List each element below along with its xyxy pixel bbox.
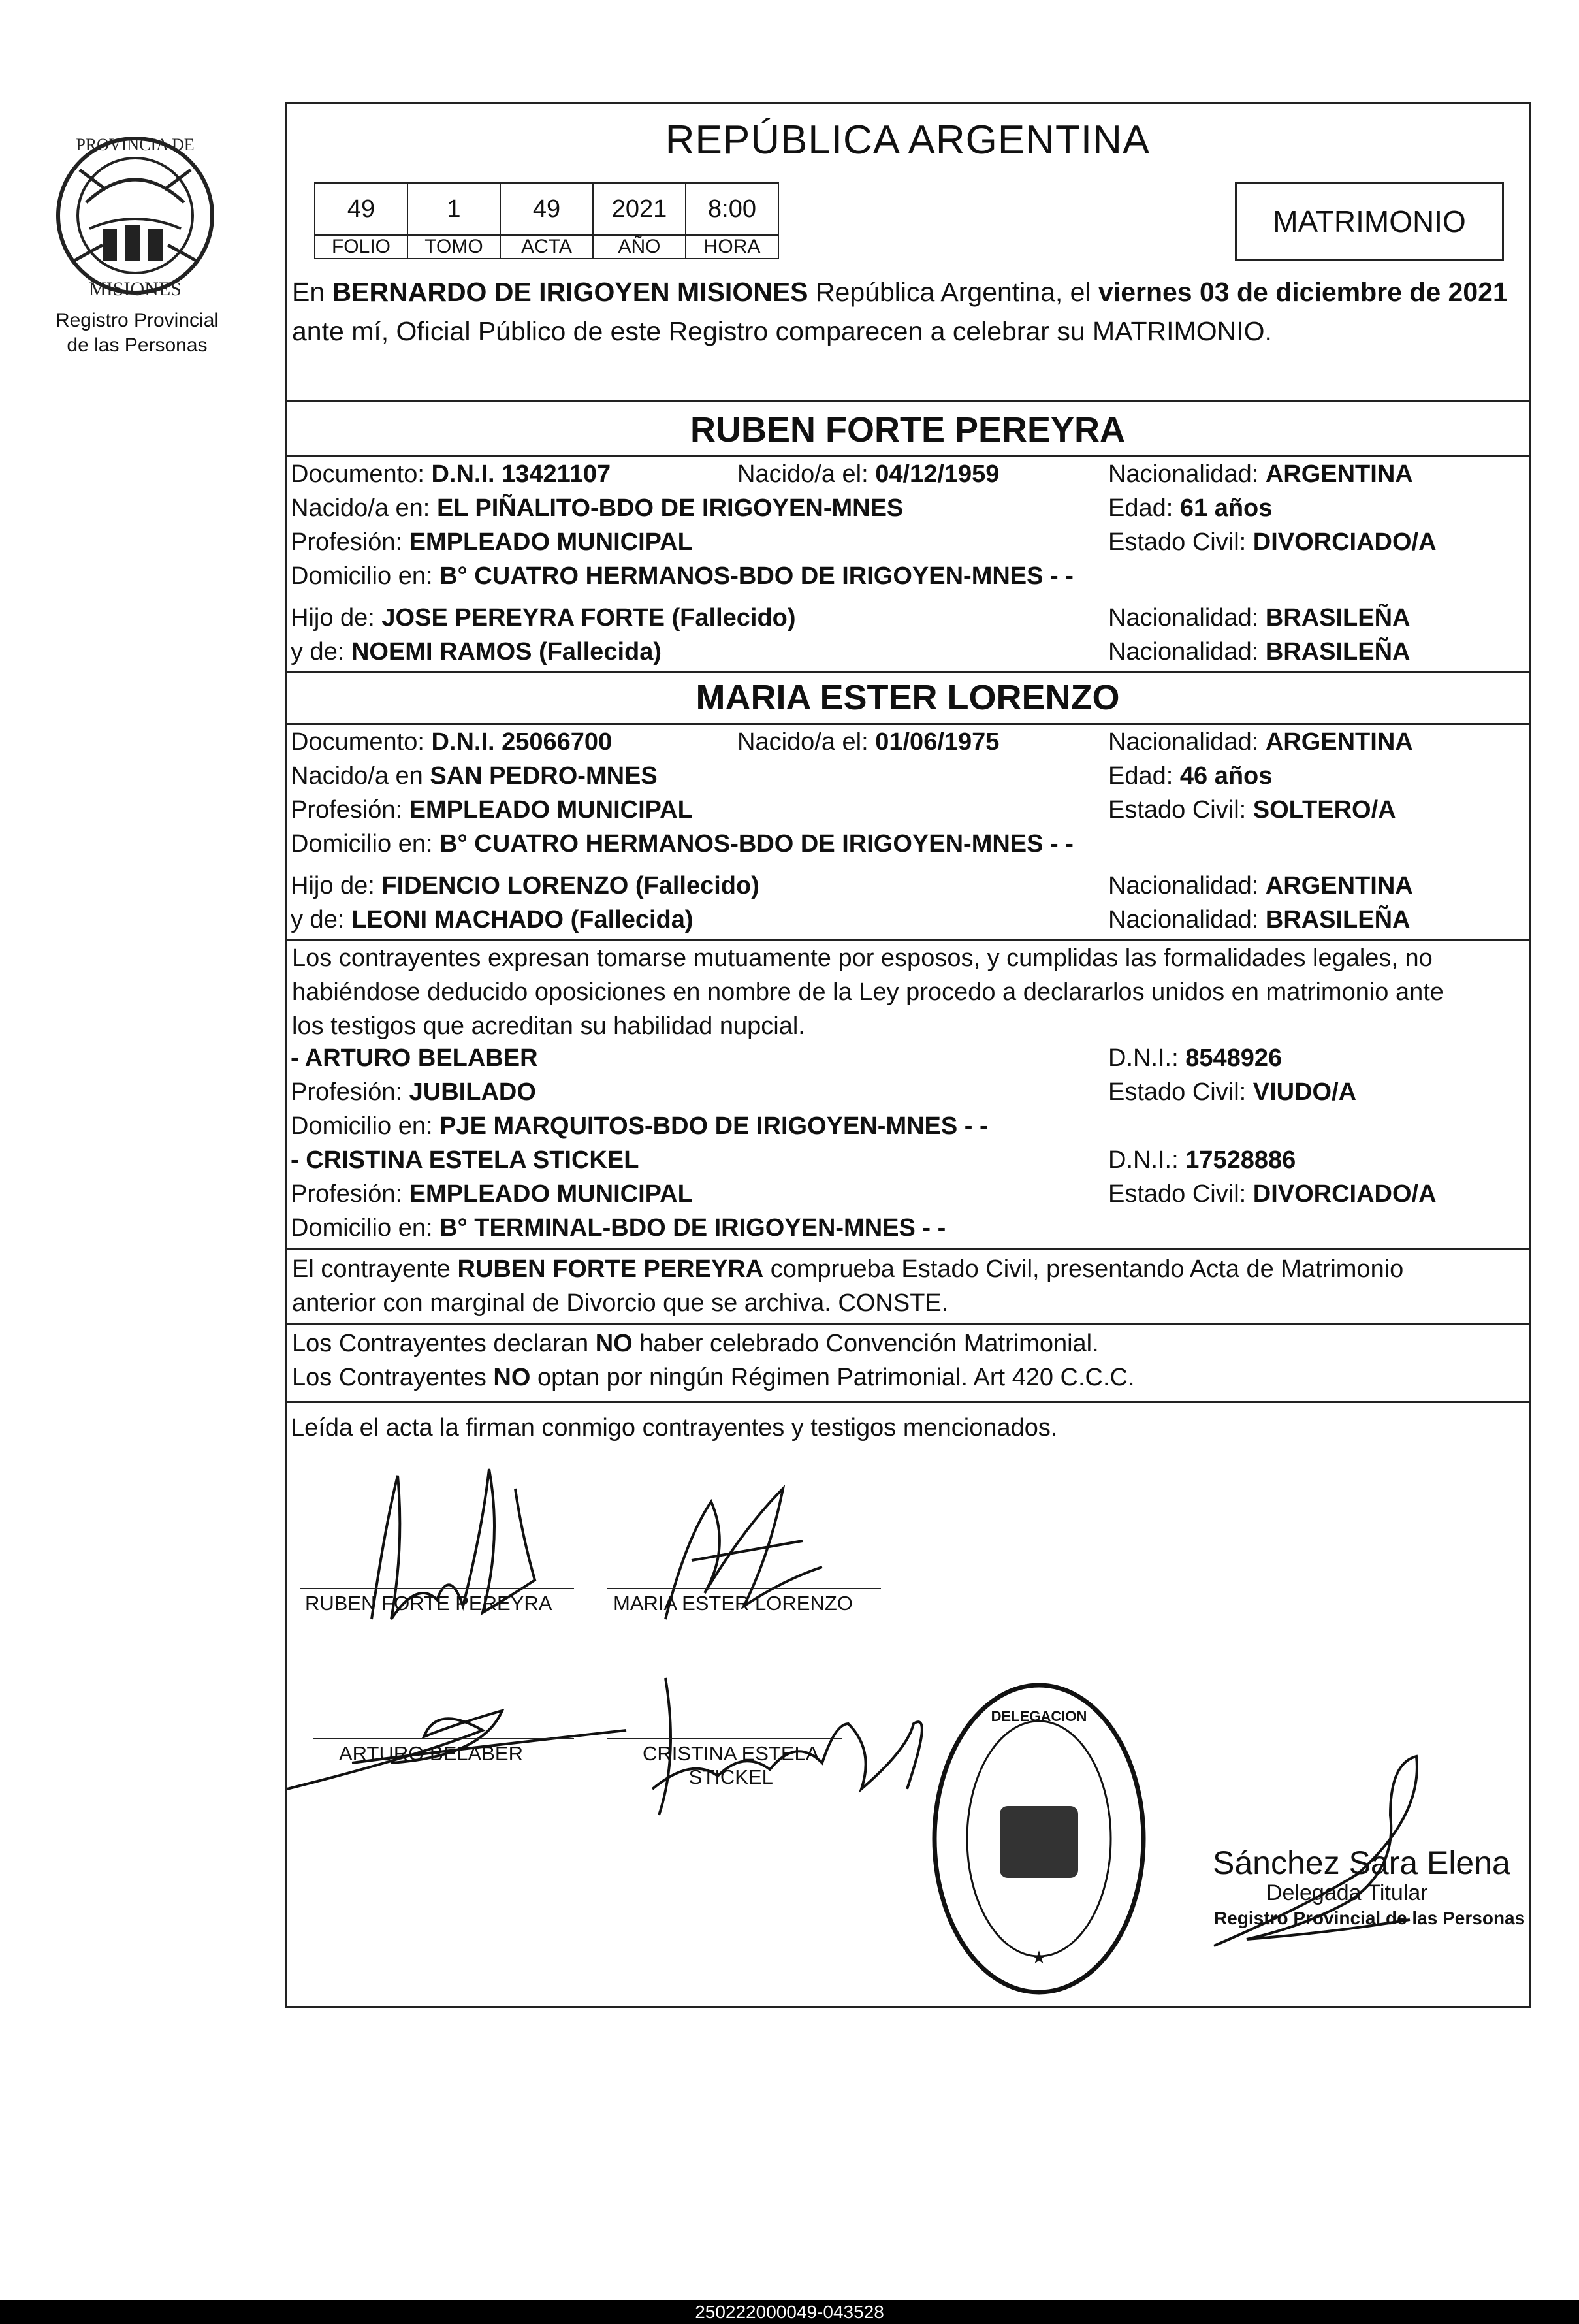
folio-value: 49	[315, 183, 407, 235]
footer-code: 250222000049-043528	[0, 2300, 1579, 2324]
spouse2-profession: Profesión: EMPLEADO MUNICIPAL	[291, 796, 693, 824]
official-role: Delegada Titular	[1266, 1880, 1428, 1905]
spouse1-father-nationality: Nacionalidad: BRASILEÑA	[1108, 604, 1411, 632]
signature-label-spouse1: RUBEN FORTE PEREYRA	[305, 1592, 552, 1615]
spouse1-profession: Profesión: EMPLEADO MUNICIPAL	[291, 528, 693, 556]
regime-line1: Los Contrayentes declaran NO haber celebrado Convención Matrimonial.	[292, 1330, 1099, 1357]
signature-line	[300, 1588, 574, 1589]
divider	[287, 1401, 1529, 1403]
spouse1-father: Hijo de: JOSE PEREYRA FORTE (Fallecido)	[291, 604, 796, 632]
spouse2-birthplace: Nacido/a en SAN PEDRO-MNES	[291, 762, 658, 790]
hora-value: 8:00	[686, 183, 778, 235]
spouse1-birth-date: Nacido/a el: 04/12/1959	[737, 460, 1000, 488]
signature-line	[607, 1738, 842, 1739]
witness2-address: Domicilio en: B° TERMINAL-BDO DE IRIGOYEN-MNES - -	[291, 1214, 946, 1242]
regime-note	[292, 1327, 1526, 1395]
declaration-line1: Los contrayentes expresan tomarse mutuamente por esposos, y cumplidas las formalidades legales, no	[292, 944, 1433, 972]
spouse2-document: Documento: D.N.I. 25066700	[291, 728, 613, 756]
official-office: Registro Provincial de las Personas	[1214, 1908, 1525, 1928]
intro-place: BERNARDO DE IRIGOYEN MISIONES	[332, 277, 808, 307]
spouse2-address: Domicilio en: B° CUATRO HERMANOS-BDO DE IRIGOYEN-MNES - -	[291, 830, 1074, 858]
divider	[287, 1323, 1529, 1325]
divorce-note-line1: El contrayente RUBEN FORTE PEREYRA comprueba Estado Civil, presentando Acta de Matrimonio	[292, 1255, 1404, 1283]
witness2-profession: Profesión: EMPLEADO MUNICIPAL	[291, 1180, 693, 1208]
closing-text: Leída el acta la firman conmigo contrayentes y testigos mencionados.	[291, 1414, 1058, 1442]
spouse1-name: RUBEN FORTE PEREYRA	[690, 410, 1126, 449]
witness1-name: - ARTURO BELABER	[291, 1044, 538, 1072]
hora-label: HORA	[686, 235, 778, 259]
declaration-line2: habiéndose deducido oposiciones en nombre de la Ley procedo a declararlos unidos en matrimonio ante	[292, 978, 1444, 1006]
tomo-label: TOMO	[407, 235, 500, 259]
svg-text:PROVINCIA DE: PROVINCIA DE	[76, 135, 195, 154]
svg-text:MISIONES: MISIONES	[89, 278, 182, 300]
divider	[287, 400, 1529, 402]
tomo-value: 1	[407, 183, 500, 235]
official-stamp	[921, 1669, 1156, 2009]
witness2-civil-status: Estado Civil: DIVORCIADO/A	[1108, 1180, 1437, 1208]
divider	[287, 671, 1529, 673]
signature-line	[607, 1588, 881, 1589]
seal-caption-line2: de las Personas	[67, 334, 208, 356]
spouse1-address: Domicilio en: B° CUATRO HERMANOS-BDO DE IRIGOYEN-MNES - -	[291, 562, 1074, 590]
spouse2-name: MARIA ESTER LORENZO	[695, 678, 1120, 717]
divider	[287, 939, 1529, 941]
anio-value: 2021	[593, 183, 686, 235]
acta-value: 49	[500, 183, 593, 235]
witness1-dni: D.N.I.: 8548926	[1108, 1044, 1283, 1072]
witness2-dni: D.N.I.: 17528886	[1108, 1146, 1296, 1174]
intro-t3: ante mí, Oficial Público de este Registro comparecen a celebrar su MATRIMONIO.	[292, 316, 1272, 346]
signature-label-spouse2: MARIA ESTER LORENZO	[613, 1592, 853, 1615]
anio-label: AÑO	[593, 235, 686, 259]
signature-label-witness1: ARTURO BELABER	[339, 1742, 523, 1765]
spouse2-civil-status: Estado Civil: SOLTERO/A	[1108, 796, 1396, 824]
regime-line2: Los Contrayentes NO optan por ningún Régimen Patrimonial. Art 420 C.C.C.	[292, 1364, 1135, 1391]
spouse2-mother-nationality: Nacionalidad: BRASILEÑA	[1108, 906, 1411, 933]
spouse1-nationality: Nacionalidad: ARGENTINA	[1108, 460, 1413, 488]
acta-label: ACTA	[500, 235, 593, 259]
divorce-note	[292, 1252, 1526, 1320]
svg-text:DELEGACION: DELEGACION	[991, 1708, 1087, 1724]
divider	[287, 723, 1529, 725]
seal-caption	[46, 308, 229, 358]
seal-caption-line1: Registro Provincial	[55, 310, 219, 331]
declaration-line3: los testigos que acreditan su habilidad nupcial.	[292, 1012, 805, 1040]
provincia-misiones-seal	[40, 131, 230, 300]
witness2-name: - CRISTINA ESTELA STICKEL	[291, 1146, 639, 1174]
spouse2-nationality: Nacionalidad: ARGENTINA	[1108, 728, 1413, 756]
folio-label: FOLIO	[315, 235, 407, 259]
witness1-profession: Profesión: JUBILADO	[291, 1078, 536, 1106]
spouse1-birthplace: Nacido/a en: EL PIÑALITO-BDO DE IRIGOYEN-MNES	[291, 494, 904, 522]
official-name: Sánchez Sara Elena	[1213, 1845, 1510, 1881]
spouse2-mother: y de: LEONI MACHADO (Fallecida)	[291, 906, 694, 933]
spouse2-birth-date: Nacido/a el: 01/06/1975	[737, 728, 1000, 756]
witness1-address: Domicilio en: PJE MARQUITOS-BDO DE IRIGOYEN-MNES - -	[291, 1112, 988, 1140]
declaration-text	[292, 941, 1526, 1043]
country-title: REPÚBLICA ARGENTINA	[665, 118, 1151, 163]
spouse1-mother-nationality: Nacionalidad: BRASILEÑA	[1108, 638, 1411, 666]
intro-t1: En	[292, 277, 332, 307]
svg-text:★: ★	[1032, 1949, 1046, 1967]
spouse2-father: Hijo de: FIDENCIO LORENZO (Fallecido)	[291, 872, 759, 899]
divider	[287, 1248, 1529, 1250]
record-type-box: MATRIMONIO	[1235, 182, 1504, 261]
divider	[287, 455, 1529, 457]
spouse1-age: Edad: 61 años	[1108, 494, 1273, 522]
signature-line	[313, 1738, 574, 1739]
spouse2-father-nationality: Nacionalidad: ARGENTINA	[1108, 872, 1413, 899]
witness1-civil-status: Estado Civil: VIUDO/A	[1108, 1078, 1357, 1106]
signature-label-witness2: CRISTINA ESTELA STICKEL	[643, 1742, 820, 1788]
record-grid	[314, 182, 779, 259]
intro-t2: República Argentina, el	[808, 277, 1098, 307]
spouse1-document: Documento: D.N.I. 13421107	[291, 460, 611, 488]
marriage-certificate	[285, 102, 1531, 2008]
spouse1-civil-status: Estado Civil: DIVORCIADO/A	[1108, 528, 1437, 556]
spouse2-age: Edad: 46 años	[1108, 762, 1273, 790]
spouse1-mother: y de: NOEMI RAMOS (Fallecida)	[291, 638, 662, 666]
intro-date: viernes 03 de diciembre de 2021	[1098, 277, 1508, 307]
intro-text	[292, 272, 1525, 351]
divorce-note-line2: anterior con marginal de Divorcio que se archiva. CONSTE.	[292, 1289, 949, 1317]
